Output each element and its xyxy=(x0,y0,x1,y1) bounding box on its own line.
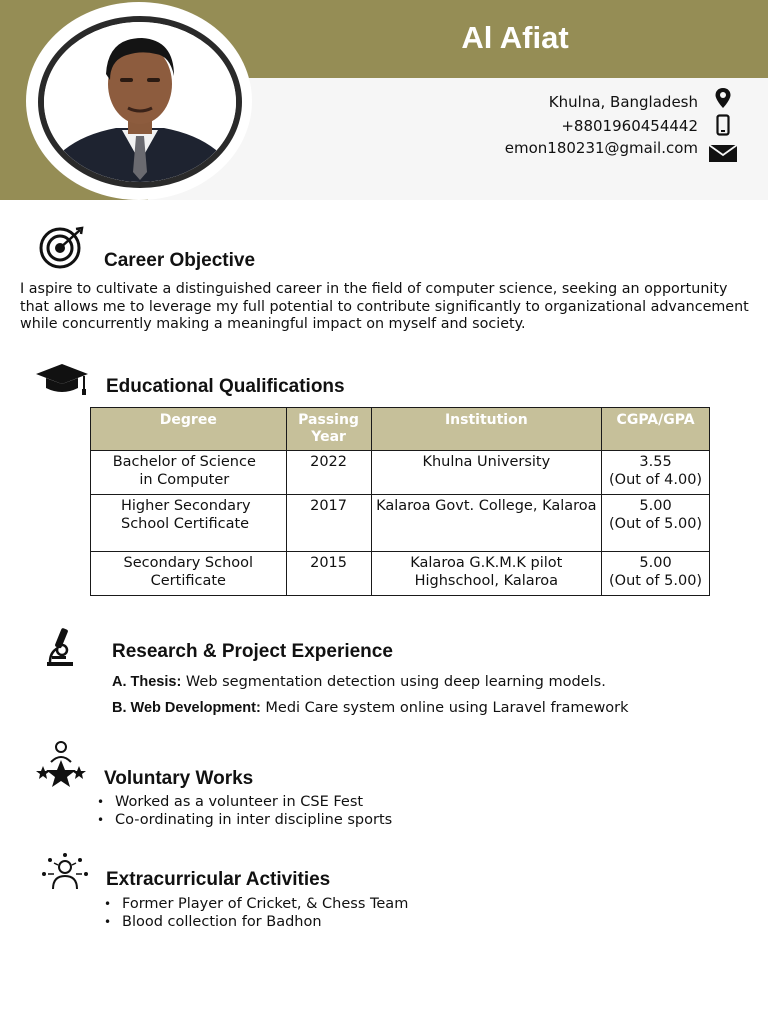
envelope-icon xyxy=(709,143,737,163)
degree-cell: Secondary School Certificate xyxy=(91,552,287,596)
gpa-value: 3.55 xyxy=(639,454,672,470)
research-item-label: B. Web Development: xyxy=(112,700,261,716)
table-row xyxy=(91,495,710,552)
gpa-value: 5.00 xyxy=(639,555,672,571)
candidate-name: Al Afiat xyxy=(461,20,569,55)
institution-cell: Kalaroa G.K.M.K pilot Highschool, Kalaroa xyxy=(371,552,602,596)
research-item-thesis xyxy=(112,672,606,692)
graduation-cap-icon xyxy=(34,362,90,396)
target-icon xyxy=(36,226,86,270)
education-title: Educational Qualifications xyxy=(106,376,345,397)
gpa-value: 5.00 xyxy=(639,498,672,514)
column-header-gpa: CGPA/GPA xyxy=(602,408,710,451)
extracurricular-list xyxy=(104,895,408,931)
volunteer-stars-icon xyxy=(34,740,88,788)
location-text: Khulna, Bangladesh xyxy=(548,93,698,111)
gpa-cell xyxy=(602,495,710,552)
list-item: • Worked as a volunteer in CSE Fest xyxy=(97,793,392,811)
gpa-scale: (Out of 4.00) xyxy=(609,471,703,488)
institution-cell: Kalaroa Govt. College, Kalaroa xyxy=(371,495,602,552)
email-text: emon180231@gmail.com xyxy=(504,139,698,157)
research-item-web-development xyxy=(112,698,629,718)
column-header-degree: Degree xyxy=(91,408,287,451)
gpa-scale: (Out of 5.00) xyxy=(609,515,703,532)
column-header-passing-year: Passing Year xyxy=(286,408,371,451)
gpa-cell xyxy=(602,451,710,495)
degree-cell: Bachelor of Science in Computer xyxy=(91,451,287,495)
table-row xyxy=(91,451,710,495)
research-item-label: A. Thesis: xyxy=(112,674,182,690)
mobile-phone-icon xyxy=(716,114,730,136)
voluntary-list xyxy=(97,793,392,829)
table-row xyxy=(91,552,710,596)
degree-cell: Higher Secondary School Certificate xyxy=(91,495,287,552)
microscope-icon xyxy=(44,626,76,670)
extracurricular-title: Extracurricular Activities xyxy=(106,869,331,890)
person-ideas-icon xyxy=(40,852,90,890)
list-item: • Co-ordinating in inter discipline sports xyxy=(97,811,392,829)
table-header-row xyxy=(91,408,710,451)
career-objective-title: Career Objective xyxy=(104,250,256,271)
research-item-text: Medi Care system online using Laravel framework xyxy=(260,700,629,716)
gpa-cell xyxy=(602,552,710,596)
profile-photo xyxy=(38,16,242,188)
location-pin-icon xyxy=(714,87,732,109)
institution-cell: Khulna University xyxy=(371,451,602,495)
research-title: Research & Project Experience xyxy=(112,641,393,662)
list-item: • Blood collection for Badhon xyxy=(104,913,408,931)
gpa-scale: (Out of 5.00) xyxy=(609,572,703,589)
phone-text: +8801960454442 xyxy=(561,117,698,135)
education-table xyxy=(90,407,710,596)
year-cell: 2015 xyxy=(286,552,371,596)
list-item: • Former Player of Cricket, & Chess Team xyxy=(104,895,408,913)
voluntary-title: Voluntary Works xyxy=(104,768,254,789)
research-item-text: Web segmentation detection using deep learning models. xyxy=(181,674,606,690)
year-cell: 2017 xyxy=(286,495,371,552)
year-cell: 2022 xyxy=(286,451,371,495)
column-header-institution: Institution xyxy=(371,408,602,451)
career-objective-text: I aspire to cultivate a distinguished career in the field of computer science, seeking an opportunity that allows me to leverage my full potential to contribute significantly to organizational advancement while concurrently making a meaningful impact on myself and society. xyxy=(20,281,749,332)
